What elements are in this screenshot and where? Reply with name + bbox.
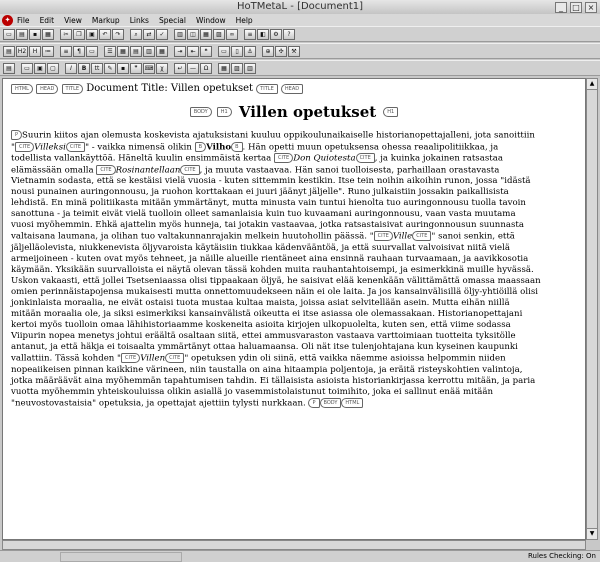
menu-view[interactable]: View: [64, 15, 82, 25]
save-icon[interactable]: ▪: [29, 29, 41, 40]
table-icon[interactable]: ▦: [200, 29, 212, 40]
help-icon[interactable]: ?: [283, 29, 295, 40]
tag-cite-open[interactable]: CITE: [15, 142, 34, 152]
preview-icon[interactable]: ◫: [187, 29, 199, 40]
tag-cite-close-3[interactable]: CITE: [180, 165, 199, 175]
minimize-button[interactable]: _: [555, 2, 567, 13]
tag-body-close[interactable]: BODY: [320, 398, 342, 408]
list-style-icon[interactable]: ≔: [42, 46, 54, 57]
paragraph-text-6: " sanoi senkin, että jäljelläolevista, niukkenevista öljyvaroista käytäisiin tiukkaa kädenvääntöä, ja että suurvallat valvoisivat niitä vielä armeijoineen - kuten ovat myös tehneet, ja näille alueille rientäneet aina ensinnä rauhaan turvaamaan, ja aavikkosotia käymään. Yksikään suurvalloista ei näytä olevan tässä kohden muita rauhantahtoisempi, ja esimerkkinä muille hyvässä. Uskon vakaasti, että jollei Tsetseniaassa olisi tippaakaan öljyä, he saisivat elää kenenkään välittämättä omassa maassaan omien perinnäistapojensa mukaisesti mutta onnettomuudekseen näin ei ole laita. Ja jos kansainvälisillä öljy-yhtiöillä olisi jonkinlaista moraalia, ne eivät ostaisi tuota mustaa kultaa maista, joissa asiat selvitellään asein. Mutta eihän niillä mitään moraalia ole, ja siksi esimerkiksi kansainvälistä oikeutta ei itse asiassa ole olemassakaan. Historianopettajani kertoi myös tuolloin omaa lähihistoriaamme koskeneita asioita kirjojen ulkopuolelta, kuten sen, että viime sodassa Viipurin nopea menetys johtui eräältä osaltaan siitä, ettei ammusvaraston vastaava varttoimiaan tuotteita tyksitölle antanut, ja että häkja ei toisaalta ymmärtänyt ottaa haluamaansa. Oli nät itse tulenjohtajana kun kyseinen kaupunki vallattiin. Tässä kohden ": [11, 231, 541, 364]
menu-edit[interactable]: Edit: [39, 15, 55, 25]
tag-p-open[interactable]: P: [11, 130, 22, 140]
tag-cite-open-4[interactable]: CITE: [374, 231, 393, 241]
tag-cite-open-2[interactable]: CITE: [274, 153, 293, 163]
tag-cite-close-5[interactable]: CITE: [165, 353, 184, 363]
menu-file[interactable]: File: [17, 15, 30, 25]
align-left-icon[interactable]: ≡: [60, 46, 72, 57]
status-bar: [0, 550, 600, 562]
cite-icon[interactable]: ❞: [130, 63, 142, 74]
paragraph-text-5: , ja muuta vastaavaa. Hän sanoi tuolloisesta, parhaillaan orastavasta Vietnamin sodasta, että se kestäisi vielä vuosia - kuten sittemmin kestikin. Itse tein noihin aikoihin runon, jossa "idästä nousi punainen auringonnousu, ja ruohon korttakaan ei juuri jäänyt jäljelle". Runo julkaistiin jossakin paikallisista lehdistä. En minä politiikasta mitään ymmärtänyt, mutta minusta vain tuntui hienolta tuo auringonnousu tuolla tavoin sanottuna - ja teimit eivät vielä tuolloin olleet samanlaisia kuin tuo kuvaamani auringonnousu, vaan vasta muutama vuosi myöhemmin. Ehkä ajattelin myös hunneja, tai jotakin vastaavaa, jotka ratsastaisivat auringonnousun suunnasta valtaisana laumana, ja olihan tuo valtakunnanrajakin melkein huutohollin päässä. ": [11, 165, 531, 242]
toolbar-standard: [0, 26, 600, 42]
quote-icon[interactable]: ❝: [200, 46, 212, 57]
scroll-down-icon[interactable]: ▼: [587, 528, 597, 539]
transform-icon[interactable]: ✣: [275, 46, 287, 57]
special-char-icon[interactable]: Ω: [200, 63, 212, 74]
bullet-list-icon[interactable]: ☰: [104, 46, 116, 57]
redo-icon[interactable]: ↷: [112, 29, 124, 40]
outdent-icon[interactable]: ⇤: [187, 46, 199, 57]
menu-links[interactable]: Links: [129, 15, 149, 25]
head-section: [11, 83, 303, 94]
paste-icon[interactable]: ▣: [86, 29, 98, 40]
title-bar: [0, 0, 600, 15]
heading-icon[interactable]: H: [29, 46, 41, 57]
image-icon[interactable]: ▨: [213, 29, 225, 40]
window-controls: [555, 2, 597, 13]
menu-help[interactable]: Help: [235, 15, 253, 25]
find-icon[interactable]: ⌕: [130, 29, 142, 40]
form-icon[interactable]: ▭: [218, 46, 230, 57]
cite-villen: Villen: [140, 353, 166, 364]
settings-icon[interactable]: ⚙: [270, 29, 282, 40]
app-logo-icon[interactable]: ✦: [2, 15, 13, 26]
directory-icon[interactable]: ▦: [156, 46, 168, 57]
tag-cite-open-3[interactable]: CITE: [96, 165, 115, 175]
line-break-icon[interactable]: ↵: [174, 63, 186, 74]
tag-b-close[interactable]: B: [231, 142, 242, 152]
horizontal-rule-icon[interactable]: —: [187, 63, 199, 74]
paragraph-text-2: " - vaikka nimensä olikin: [85, 142, 192, 153]
strong-icon[interactable]: ▪: [117, 63, 129, 74]
code-icon[interactable]: ▣: [34, 63, 46, 74]
menu-list-icon[interactable]: ▥: [143, 46, 155, 57]
layout-icon[interactable]: ▨: [231, 63, 243, 74]
menu-markup[interactable]: Markup: [91, 15, 120, 25]
style-icon[interactable]: ▤: [3, 63, 15, 74]
print-icon[interactable]: ▦: [42, 29, 54, 40]
tag-cite-close-2[interactable]: CITE: [356, 153, 375, 163]
menu-special[interactable]: Special: [158, 15, 186, 25]
cite-don-quiotesta: Don Quiotesta: [293, 153, 356, 164]
vertical-scrollbar[interactable]: [586, 78, 598, 540]
tag-head-open[interactable]: HEAD: [36, 84, 58, 94]
tools-icon[interactable]: ⚒: [288, 46, 300, 57]
tag-title-close[interactable]: TITLE: [256, 84, 278, 94]
document-title-text[interactable]: Villen opetukset: [170, 83, 254, 94]
indent-icon[interactable]: ⇥: [174, 46, 186, 57]
tag-cite-open-5[interactable]: CITE: [121, 353, 140, 363]
input-icon[interactable]: ▯: [231, 46, 243, 57]
close-button[interactable]: ×: [585, 2, 597, 13]
paragraph[interactable]: [11, 130, 541, 410]
tag-h1-open[interactable]: H1: [217, 107, 232, 117]
heading-row: [3, 101, 585, 121]
numbered-list-icon[interactable]: ▦: [117, 46, 129, 57]
page-heading[interactable]: Villen opetukset: [238, 102, 377, 121]
cite-villeksi: Villeksi: [34, 142, 66, 153]
copy-icon[interactable]: ❐: [73, 29, 85, 40]
maximize-button[interactable]: □: [570, 2, 582, 13]
list-icon[interactable]: ≡: [244, 29, 256, 40]
paragraph-text-1: Suurin kiitos ajan olemusta koskevista ajatuksistani kuuluu oppikoulunaikaiselle historianopettajalleni, jota sanoittiin ": [11, 130, 535, 153]
open-file-icon[interactable]: ▤: [16, 29, 28, 40]
tag-html-close[interactable]: HTML: [341, 398, 363, 408]
show-tags-icon[interactable]: ▥: [174, 29, 186, 40]
tag-p-close[interactable]: P: [308, 398, 319, 408]
menu-window[interactable]: Window: [196, 15, 226, 25]
document-title-prefix: Document Title:: [86, 83, 168, 94]
block-format-icon[interactable]: ▭: [86, 46, 98, 57]
target-icon[interactable]: ⊕: [262, 46, 274, 57]
rules-icon[interactable]: ◧: [257, 29, 269, 40]
paragraph-block-icon[interactable]: ▤: [3, 46, 15, 57]
tag-cite-close[interactable]: CITE: [66, 142, 85, 152]
anchor-icon[interactable]: ⚓: [244, 46, 256, 57]
horizontal-scrollbar[interactable]: [2, 540, 586, 550]
new-document-icon[interactable]: ▭: [3, 29, 15, 40]
columns-icon[interactable]: ▥: [244, 63, 256, 74]
rules-checking-status: Rules Checking: On: [528, 552, 596, 560]
paragraph-text-4: , ja kuinka jokainen ratsastaa elämässään omalla: [11, 153, 503, 176]
paragraph-text-7: " opetuksen ydin oli siinä, että vaikka näemme asioissa helpommin niiden nopeaiikeisen pinnan kaikkine värineen, niin taustalla on aina hitaampia poljentoja, ja eräitä risteyskohtien valintoja, jotka määräävät aina myöhemmän tapahtumisen tahdin. Ei tällaisista asioista historiankirjassa kerrottu mitään, ja paria vuotta myöhemmin yhteiskouluissa olikin asiallä jo vasemmistolaistunut toimihito, joka ei sallinut enää mitään "neuvostovastaisia" opetuksia, ja opettajat ajettiin tylysti nurkkaan.: [11, 353, 536, 409]
tag-title-open[interactable]: TITLE: [62, 84, 84, 94]
undo-icon[interactable]: ↶: [99, 29, 111, 40]
tag-cite-close-4[interactable]: CITE: [412, 231, 431, 241]
keyboard-icon[interactable]: ⌨: [144, 64, 154, 72]
tag-html-open[interactable]: HTML: [11, 84, 33, 94]
definition-list-icon[interactable]: ▤: [130, 46, 142, 57]
replace-icon[interactable]: ⇄: [143, 29, 155, 40]
emphasis-icon[interactable]: ✎: [104, 63, 116, 74]
toolbar-format: [0, 60, 600, 76]
tag-head-close[interactable]: HEAD: [281, 84, 303, 94]
monitor-icon[interactable]: ▭: [21, 63, 33, 74]
document-area[interactable]: [2, 78, 586, 540]
frame-icon[interactable]: ▢: [47, 63, 59, 74]
bold-vilho: Vilho: [206, 142, 232, 153]
cite-ville: Ville: [392, 231, 413, 242]
variable-icon[interactable]: χ: [156, 63, 168, 74]
window-title: HoTMetaL - [Document1]: [236, 1, 364, 12]
heading-2-icon[interactable]: H2: [17, 47, 27, 55]
tag-h1-close[interactable]: H1: [383, 107, 398, 117]
toolbar-headings: [0, 43, 600, 59]
cite-rosinantellaan: Rosinantellaan: [115, 165, 181, 176]
italic-icon[interactable]: I: [65, 63, 77, 74]
tag-body-open[interactable]: BODY: [190, 107, 212, 117]
tag-b-open[interactable]: B: [195, 142, 206, 152]
bold-icon[interactable]: B: [78, 63, 90, 74]
spell-check-icon[interactable]: ✓: [156, 29, 168, 40]
menu-bar: [0, 14, 600, 26]
paragraph-text-3: . Hän opetti muun opetuksensa ohessa reaalipolitiikkaa, ja todellista vallankäyttöä. Häneltä kuulin ensimmäistä kertaa: [11, 142, 499, 164]
paragraph-mark-icon[interactable]: ¶: [73, 46, 85, 57]
teletype-icon[interactable]: tt: [91, 63, 103, 74]
link-icon[interactable]: ∞: [226, 29, 238, 40]
grid-icon[interactable]: ▦: [218, 63, 230, 74]
cut-icon[interactable]: ✂: [60, 29, 72, 40]
scroll-up-icon[interactable]: ▲: [587, 79, 597, 90]
